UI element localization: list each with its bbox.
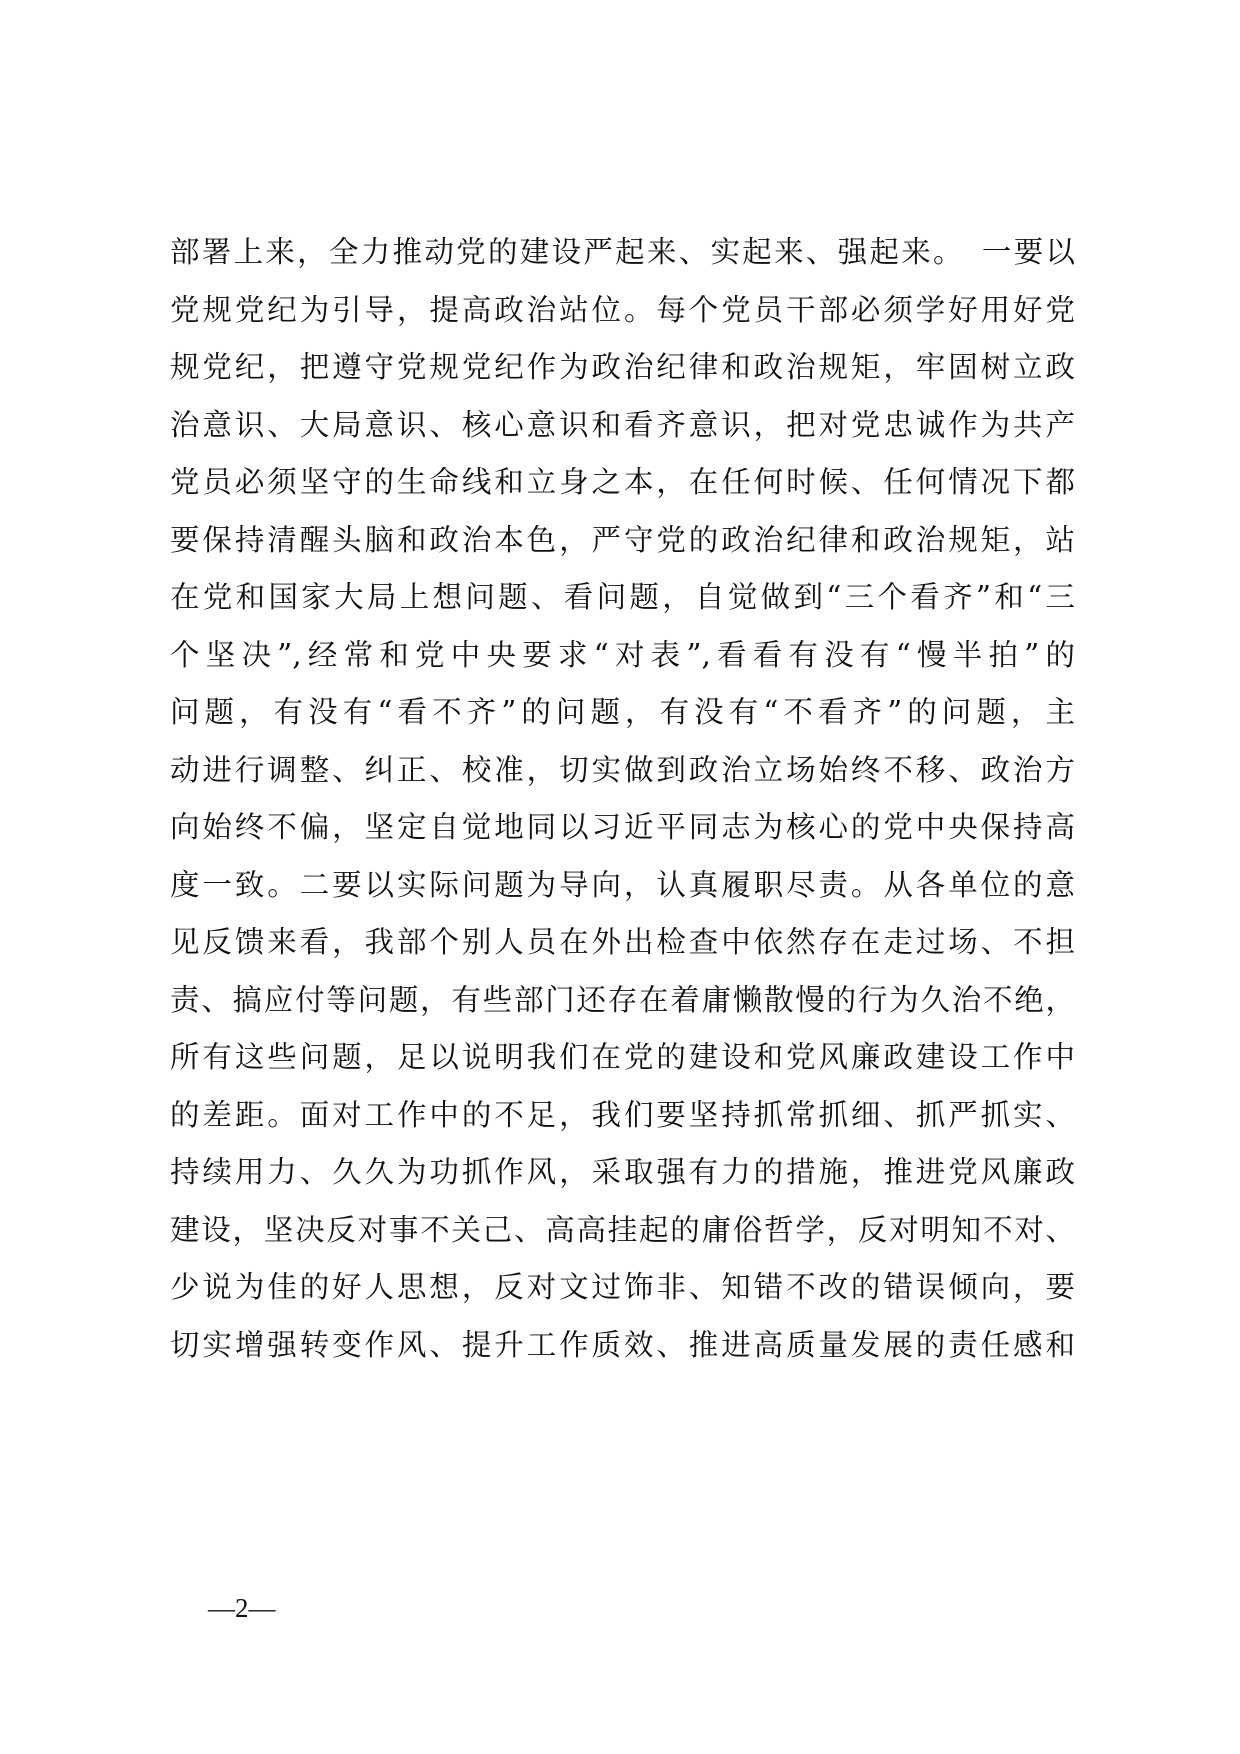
body-line: 切实增强转变作风、提升工作质效、推进高质量发展的责任感和 bbox=[170, 1327, 1075, 1362]
body-line: 的差距。面对工作中的不足，我们要坚持抓常抓细、抓严抓实、 bbox=[170, 1097, 1075, 1132]
body-line: 向始终不偏，坚定自觉地同以习近平同志为核心的党中央保持高 bbox=[170, 810, 1075, 844]
body-line: 度一致。二要以实际问题为导向，认真履职尽责。从各单位的意 bbox=[170, 867, 1075, 902]
body-line: 治意识、大局意识、核心意识和看齐意识，把对党忠诚作为共产 bbox=[170, 407, 1075, 442]
body-line: 问题，有没有“看不齐”的问题，有没有“不看齐”的问题，主 bbox=[170, 695, 1075, 729]
body-line: 个坚决”,经常和党中央要求“对表”,看看有没有“慢半拍”的 bbox=[170, 637, 1075, 672]
body-line: 规党纪，把遵守党规党纪作为政治纪律和政治规矩，牢固树立政 bbox=[170, 350, 1075, 384]
body-line: 动进行调整、纠正、校准，切实做到政治立场始终不移、政治方 bbox=[170, 752, 1075, 787]
body-line: 建设，坚决反对事不关己、高高挂起的庸俗哲学，反对明知不对、 bbox=[170, 1212, 1075, 1247]
body-line: 少说为佳的好人思想，反对文过饰非、知错不改的错误倾向，要 bbox=[170, 1270, 1075, 1304]
body-line: 在党和国家大局上想问题、看问题，自觉做到“三个看齐”和“三 bbox=[170, 580, 1075, 614]
body-line: 部署上来，全力推动党的建设严起来、实起来、强起来。 一要以 bbox=[170, 235, 1075, 269]
page-number: —2— bbox=[208, 1593, 276, 1623]
body-line: 要保持清醒头脑和政治本色，严守党的政治纪律和政治规矩，站 bbox=[170, 522, 1075, 557]
body-line: 见反馈来看，我部个别人员在外出检查中依然存在走过场、不担 bbox=[170, 925, 1075, 959]
body-line: 所有这些问题，足以说明我们在党的建设和党风廉政建设工作中 bbox=[170, 1040, 1075, 1074]
body-line: 责、搞应付等问题，有些部门还存在着庸懒散慢的行为久治不绝， bbox=[170, 982, 1075, 1017]
body-text bbox=[170, 224, 1075, 1374]
body-line: 持续用力、久久为功抓作风，采取强有力的措施，推进党风廉政 bbox=[170, 1155, 1075, 1189]
body-line: 党员必须坚守的生命线和立身之本，在任何时候、任何情况下都 bbox=[170, 465, 1075, 499]
body-line: 党规党纪为引导，提高政治站位。每个党员干部必须学好用好党 bbox=[170, 292, 1075, 327]
